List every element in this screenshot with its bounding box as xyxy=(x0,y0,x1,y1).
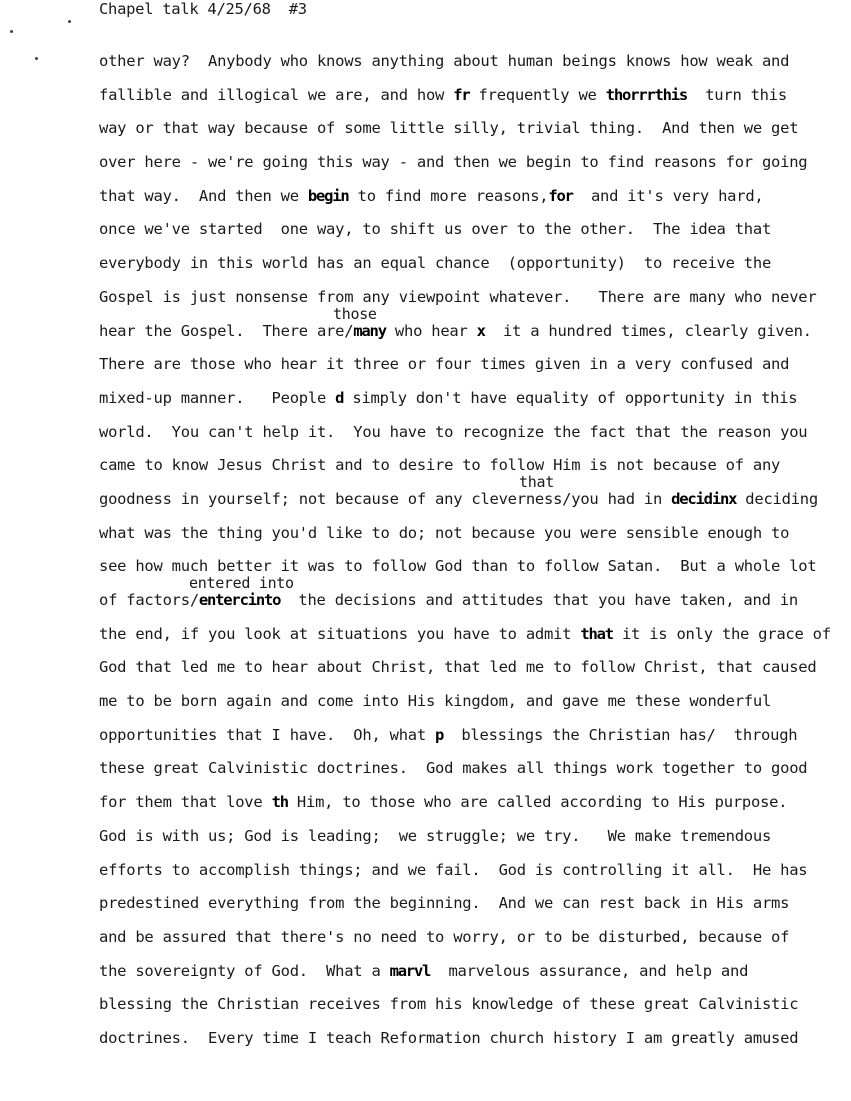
text-line xyxy=(99,286,817,320)
struck-out-text: many xyxy=(353,321,386,340)
page-header xyxy=(99,0,307,18)
text-line xyxy=(99,50,799,84)
text-segment: blessings the Christian has/ through xyxy=(443,725,798,744)
text-segment: Him, to those who are called according to His purpose. xyxy=(287,793,788,812)
text-segment: these great Calvinistic doctrines. God makes all things work together to good xyxy=(99,759,808,778)
body-text xyxy=(99,50,831,1061)
text-line xyxy=(99,454,799,488)
header-page-number: #3 xyxy=(288,0,307,18)
text-segment: to find more reasons, xyxy=(348,186,549,205)
text-segment: blessing the Christian receives from his knowledge of these great Calvinistic xyxy=(99,995,799,1014)
text-segment: over here - we're going this way - and then we begin to find reasons for going xyxy=(99,153,808,172)
struck-out-text: begin xyxy=(307,186,349,205)
text-segment: who hear xyxy=(385,321,477,340)
text-line xyxy=(99,387,799,421)
struck-out-text: fr xyxy=(453,85,470,104)
text-segment: it a hundred times, clearly given. xyxy=(484,321,812,340)
text-segment: everybody in this world has an equal chance (opportunity) to receive the xyxy=(99,254,772,273)
text-segment: deciding xyxy=(736,489,818,508)
text-line xyxy=(99,574,799,623)
text-line xyxy=(99,151,808,185)
text-segment: God is with us; God is leading; we struggle; we try. We make tremendous xyxy=(99,826,772,845)
text-segment: what was the thing you'd like to do; not because you were sensible enough to xyxy=(99,523,790,542)
text-segment: and it's very hard, xyxy=(572,186,764,205)
text-line xyxy=(99,522,799,556)
text-line xyxy=(99,218,799,252)
text-line xyxy=(99,117,799,151)
handwritten-insertion: entered into xyxy=(189,574,294,592)
struck-out-text: that xyxy=(580,624,613,643)
text-segment: and be assured that there's no need to worry, or to be disturbed, because of xyxy=(99,927,790,946)
handwritten-insertion: that xyxy=(519,472,554,491)
text-segment: simply don't have equality of opportunity in this xyxy=(343,388,798,407)
text-segment: frequently we xyxy=(469,85,606,104)
struck-out-text: decidinx xyxy=(671,489,737,508)
text-segment: goodness in yourself; not because of any cleverness/you had in xyxy=(99,489,672,508)
text-line xyxy=(99,690,799,724)
struck-out-text: th xyxy=(271,793,288,812)
text-line xyxy=(99,353,799,387)
header-date: 4/25/68 xyxy=(207,0,271,18)
text-segment: Gospel is just nonsense from any viewpoint whatever. There are many who never xyxy=(99,287,817,306)
stray-mark xyxy=(68,20,71,23)
text-line xyxy=(99,724,799,758)
text-segment: God that led me to hear about Christ, that led me to follow Christ, that caused xyxy=(99,658,817,677)
text-line xyxy=(99,84,799,118)
stray-mark xyxy=(10,30,13,33)
text-line xyxy=(99,960,799,994)
handwritten-insertion: those xyxy=(333,304,377,323)
text-segment: fallible and illogical we are, and how xyxy=(99,85,454,104)
text-line xyxy=(99,825,799,859)
struck-out-text: x xyxy=(476,321,485,340)
text-line xyxy=(99,892,799,926)
struck-out-text: thorrrthis xyxy=(605,85,688,104)
text-segment: the decisions and attitudes that you have taken, and in xyxy=(280,591,798,609)
text-segment: once we've started one way, to shift us over to the other. The idea that xyxy=(99,220,772,239)
text-segment: the sovereignty of God. What a xyxy=(99,961,390,980)
text-segment: There are those who hear it three or four times given in a very confused and xyxy=(99,355,790,374)
text-segment: marvelous assurance, and help and xyxy=(430,961,749,980)
text-segment: hear the Gospel. There are/ xyxy=(99,321,354,340)
struck-out-text: entercinto xyxy=(198,591,281,609)
text-line xyxy=(99,1027,799,1061)
text-segment: me to be born again and come into His kingdom, and gave me these wonderful xyxy=(99,692,772,711)
text-line xyxy=(99,859,808,893)
text-segment: see how much better it was to follow God than to follow Satan. But a whole lot xyxy=(99,557,817,576)
text-line xyxy=(99,185,799,219)
text-line xyxy=(99,757,808,791)
text-segment: mixed-up manner. People xyxy=(99,388,336,407)
text-segment: for them that love xyxy=(99,793,272,812)
struck-out-text: d xyxy=(335,388,344,407)
text-line xyxy=(99,656,817,690)
stray-mark xyxy=(35,57,38,60)
text-segment: the end, if you look at situations you have to admit xyxy=(99,624,581,643)
text-line xyxy=(99,993,799,1027)
text-segment: it is only the grace of xyxy=(612,624,831,643)
text-segment: way or that way because of some little silly, trivial thing. And then we get xyxy=(99,119,799,138)
text-line xyxy=(99,623,831,657)
text-segment: predestined everything from the beginning. And we can rest back in His arms xyxy=(99,894,790,913)
text-line xyxy=(99,791,799,825)
text-segment: opportunities that I have. Oh, what xyxy=(99,725,436,744)
text-line xyxy=(99,472,818,522)
struck-out-text: p xyxy=(435,725,444,744)
struck-out-text: for xyxy=(548,186,573,205)
text-line xyxy=(99,926,799,960)
struck-out-text: marvl xyxy=(389,961,431,980)
text-segment: that way. And then we xyxy=(99,186,308,205)
text-segment: world. You can't help it. You have to recognize the fact that the reason you xyxy=(99,422,808,441)
text-line xyxy=(99,252,799,286)
text-line xyxy=(99,421,808,455)
text-segment: doctrines. Every time I teach Reformation church history I am greatly amused xyxy=(99,1028,799,1047)
text-segment: efforts to accomplish things; and we fail. God is controlling it all. He has xyxy=(99,860,808,879)
text-segment: of factors/ xyxy=(99,591,199,609)
header-title: Chapel talk xyxy=(99,0,199,18)
text-segment: other way? Anybody who knows anything about human beings knows how weak and xyxy=(99,52,790,70)
text-line xyxy=(99,304,812,354)
text-segment: turn this xyxy=(687,85,787,104)
text-segment: came to know Jesus Christ and to desire to follow Him is not because of any xyxy=(99,456,781,475)
